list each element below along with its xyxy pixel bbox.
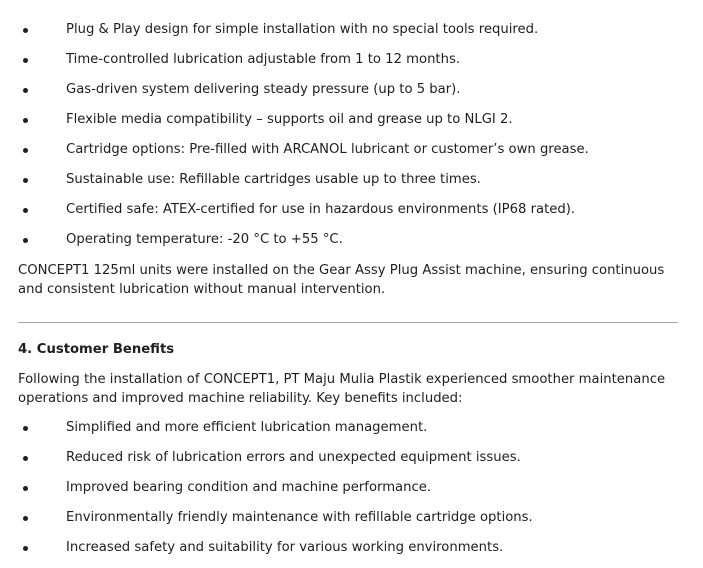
bullet-icon <box>23 28 28 33</box>
installation-paragraph: CONCEPT1 125ml units were installed on the Gear Assy Plug Assist machine, ensuring continuous and consistent lubrication without manual intervention. <box>18 263 665 297</box>
list-item-text: Certified safe: ATEX-certified for use in hazardous environments (IP68 rated). <box>66 202 576 217</box>
list-item-text: Simplified and more efficient lubrication management. <box>66 420 428 435</box>
bullet-icon <box>23 516 28 521</box>
bullet-icon <box>23 238 28 243</box>
list-item-text: Reduced risk of lubrication errors and unexpected equipment issues. <box>66 450 521 465</box>
bullet-icon <box>23 148 28 153</box>
section-divider <box>18 322 678 323</box>
list-item-text: Flexible media compatibility – supports oil and grease up to NLGI 2. <box>66 112 513 127</box>
bullet-icon <box>23 486 28 491</box>
list-item <box>0 230 703 260</box>
bullet-icon <box>23 456 28 461</box>
list-item <box>0 80 703 110</box>
list-item-text: Time-controlled lubrication adjustable from 1 to 12 months. <box>66 52 461 67</box>
list-item <box>0 170 703 200</box>
list-item-text: Operating temperature: -20 °C to +55 °C. <box>66 232 343 247</box>
section-heading: 4. Customer Benefits <box>18 342 175 357</box>
list-item <box>0 508 703 538</box>
list-item-text: Sustainable use: Refillable cartridges usable up to three times. <box>66 172 481 187</box>
bullet-icon <box>23 58 28 63</box>
list-item-text: Environmentally friendly maintenance with refillable cartridge options. <box>66 510 533 525</box>
list-item-text: Increased safety and suitability for various working environments. <box>66 540 504 555</box>
list-item-text: Cartridge options: Pre-filled with ARCANOL lubricant or customer’s own grease. <box>66 142 589 157</box>
bullet-icon <box>23 118 28 123</box>
list-item-text: Plug & Play design for simple installation with no special tools required. <box>66 22 539 37</box>
list-item-text: Improved bearing condition and machine performance. <box>66 480 432 495</box>
bullet-icon <box>23 546 28 551</box>
bullet-icon <box>23 208 28 213</box>
bullet-icon <box>23 88 28 93</box>
bullet-icon <box>23 178 28 183</box>
list-item <box>0 50 703 80</box>
list-item <box>0 110 703 140</box>
list-item <box>0 448 703 478</box>
list-item <box>0 20 703 50</box>
list-item <box>0 418 703 448</box>
list-item <box>0 140 703 170</box>
benefits-list <box>0 418 703 568</box>
list-item-text: Gas-driven system delivering steady pressure (up to 5 bar). <box>66 82 461 97</box>
list-item <box>0 478 703 508</box>
bullet-icon <box>23 426 28 431</box>
benefits-intro-paragraph: Following the installation of CONCEPT1, PT Maju Mulia Plastik experienced smoother maintenance operations and improved machine reliability. Key benefits included: <box>18 372 666 406</box>
list-item <box>0 200 703 230</box>
list-item <box>0 538 703 568</box>
specification-list <box>0 20 703 260</box>
